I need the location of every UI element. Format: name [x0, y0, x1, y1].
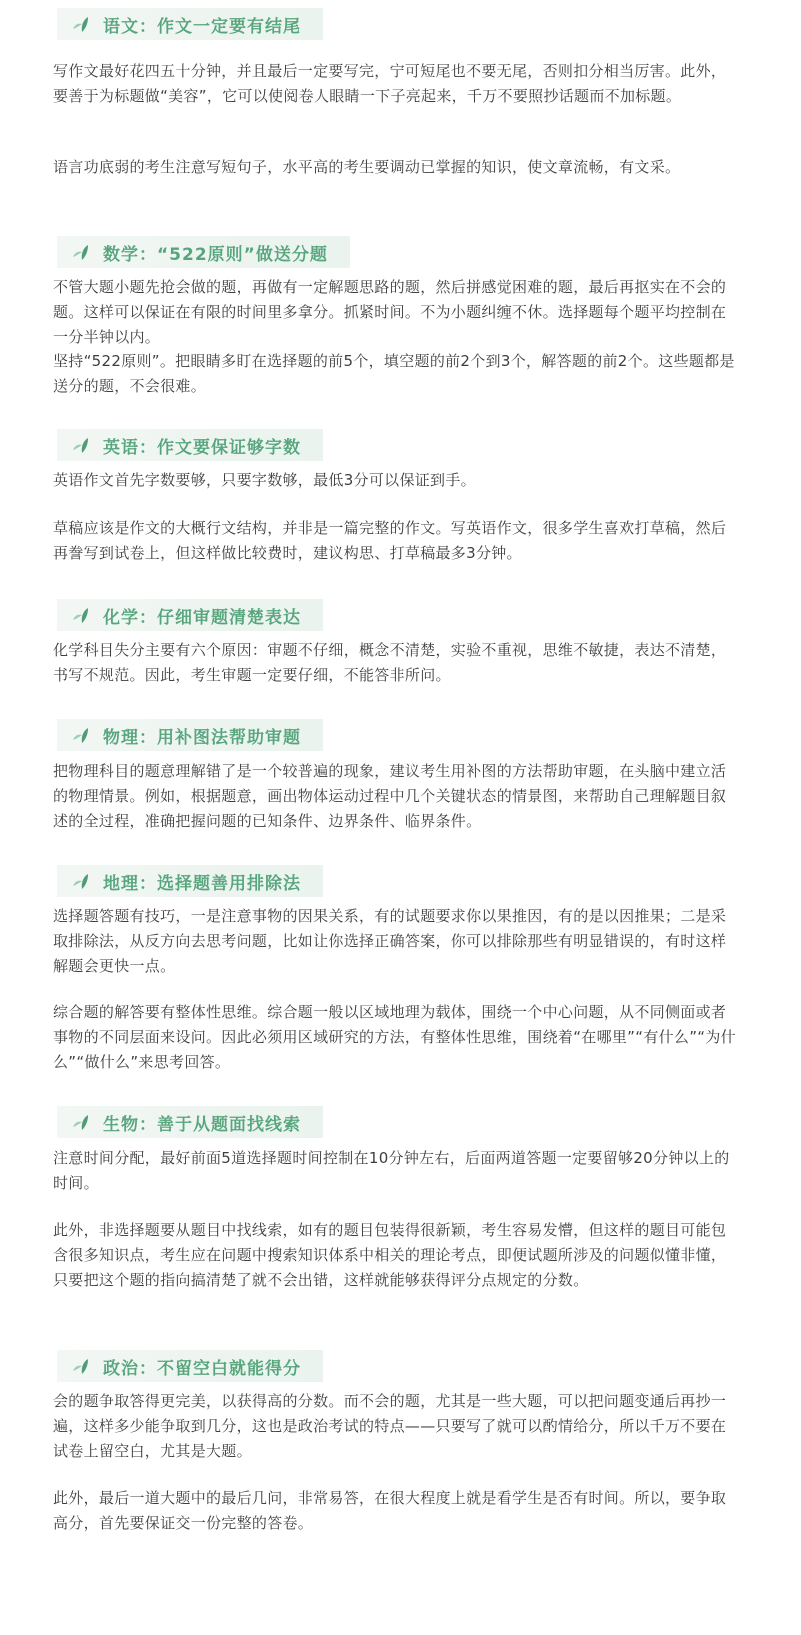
section-title-biology [57, 1106, 323, 1138]
paragraph: 语言功底弱的考生注意写短句子，水平高的考生要调动已掌握的知识，使文章流畅，有文采。 [53, 158, 681, 176]
paragraph: 化学科目失分主要有六个原因：审题不仔细，概念不清楚，实验不重视，思维不敏捷，表达不清楚，书写不规范。因此，考生审题一定要仔细，不能答非所问。 [53, 641, 727, 684]
paragraph: 写作文最好花四五十分钟，并且最后一定要写完，宁可短尾也不要无尾，否则扣分相当厉害。此外，要善于为标题做“美容”，它可以使阅卷人眼睛一下子亮起来，千万不要照抄话题而不加标题。 [53, 62, 727, 105]
leaf-sprout-icon [69, 1112, 95, 1132]
paragraph: 此外，最后一道大题中的最后几问，非常易答，在很大程度上就是看学生是否有时间。所以，要争取高分，首先要保证交一份完整的答卷。 [53, 1489, 727, 1532]
paragraph: 综合题的解答要有整体性思维。综合题一般以区域地理为载体，围绕一个中心问题，从不同侧面或者事物的不同层面来设问。因此必须用区域研究的方法，有整体性思维，围绕着“在哪里”“有什么”“为什么”“做什么”来思考回答。 [53, 1003, 736, 1071]
section-title-politics [57, 1350, 323, 1382]
section-title-text: 数学：“522原则”做送分题 [103, 244, 328, 265]
paragraph: 把物理科目的题意理解错了是一个较普遍的现象，建议考生用补图的方法帮助审题，在头脑中建立活的物理情景。例如，根据题意，画出物体运动过程中几个关键状态的情景图，来帮助自己理解题目叙述的全过程，准确把握问题的已知条件、边界条件、临界条件。 [53, 762, 727, 830]
leaf-sprout-icon [69, 605, 95, 625]
section-title-text: 生物：善于从题面找线索 [103, 1114, 301, 1135]
leaf-sprout-icon [69, 242, 95, 262]
leaf-sprout-icon [69, 14, 95, 34]
leaf-sprout-icon [69, 1356, 95, 1376]
leaf-sprout-icon [69, 435, 95, 455]
section-title-physics [57, 719, 323, 751]
leaf-sprout-icon [69, 725, 95, 745]
paragraph: 草稿应该是作文的大概行文结构，并非是一篇完整的作文。写英语作文，很多学生喜欢打草稿，然后再誊写到试卷上，但这样做比较费时，建议构思、打草稿最多3分钟。 [53, 519, 727, 562]
section-title-text: 英语：作文要保证够字数 [103, 437, 301, 458]
section-title-text: 政治：不留空白就能得分 [103, 1358, 301, 1379]
paragraph: 英语作文首先字数要够，只要字数够，最低3分可以保证到手。 [53, 471, 476, 489]
paragraph: 选择题答题有技巧，一是注意事物的因果关系，有的试题要求你以果推因，有的是以因推果；二是采取排除法，从反方向去思考问题，比如让你选择正确答案，你可以排除那些有明显错误的，有时这样解题会更快一点。 [53, 907, 727, 975]
section-title-math [57, 236, 350, 268]
section-title-chemistry [57, 599, 323, 631]
paragraph: 不管大题小题先抢会做的题，再做有一定解题思路的题，然后拼感觉困难的题，最后再抠实在不会的题。这样可以保证在有限的时间里多拿分。抓紧时间。不为小题纠缠不休。选择题每个题平均控制在一分半钟以内。 [53, 278, 727, 346]
section-title-english [57, 429, 323, 461]
paragraph: 坚持“522原则”。把眼睛多盯在选择题的前5个，填空题的前2个到3个，解答题的前2个。这些题都是送分的题，不会很难。 [53, 352, 735, 395]
section-title-geography [57, 865, 323, 897]
paragraph: 此外，非选择题要从题目中找线索，如有的题目包装得很新颖，考生容易发懵，但这样的题目可能包含很多知识点，考生应在问题中搜索知识体系中相关的理论考点，即便试题所涉及的问题似懂非懂，只要把这个题的指向搞清楚了就不会出错，这样就能够获得评分点规定的分数。 [53, 1221, 727, 1289]
section-title-text: 物理：用补图法帮助审题 [103, 727, 301, 748]
paragraph: 会的题争取答得更完美，以获得高的分数。而不会的题，尤其是一些大题，可以把问题变通后再抄一遍，这样多少能争取到几分，这也是政治考试的特点——只要写了就可以酌情给分，所以千万不要在试卷上留空白，尤其是大题。 [53, 1392, 727, 1460]
section-title-chinese [57, 8, 323, 40]
paragraph: 注意时间分配，最好前面5道选择题时间控制在10分钟左右，后面两道答题一定要留够20分钟以上的时间。 [53, 1149, 730, 1192]
leaf-sprout-icon [69, 871, 95, 891]
section-title-text: 语文：作文一定要有结尾 [103, 16, 301, 37]
section-title-text: 地理：选择题善用排除法 [103, 873, 301, 894]
section-title-text: 化学：仔细审题清楚表达 [103, 607, 301, 628]
